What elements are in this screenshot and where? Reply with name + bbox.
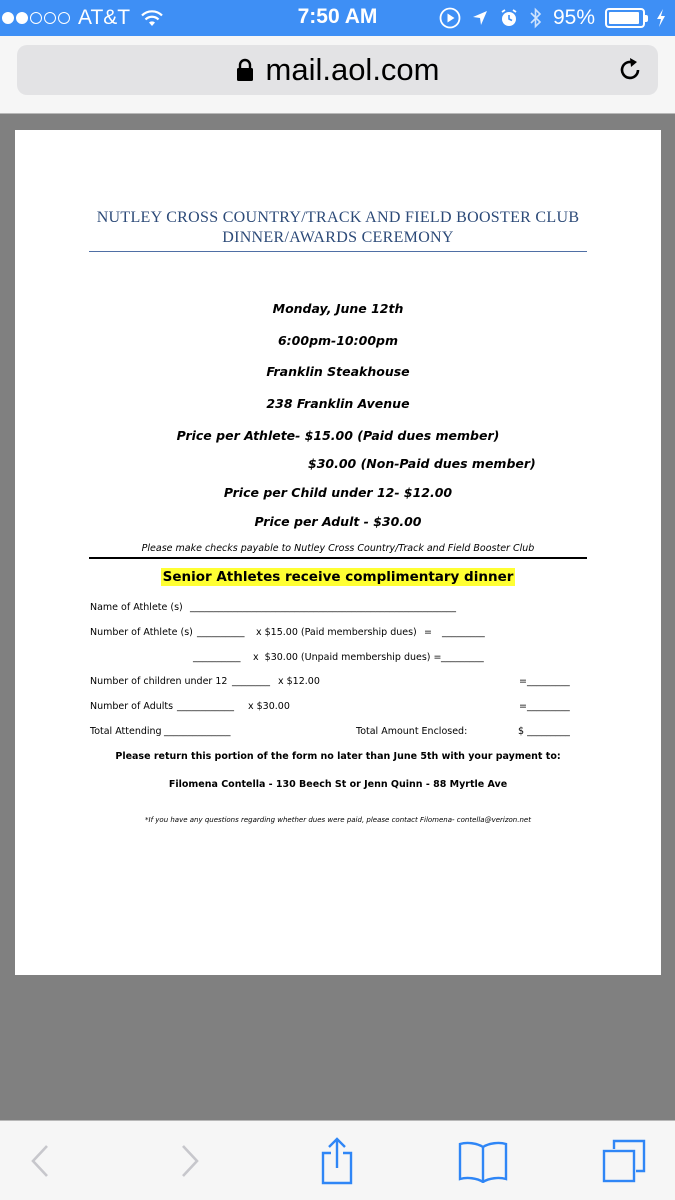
checks-payable-note: Please make checks payable to Nutley Cross Country/Track and Field Booster Club xyxy=(141,543,535,554)
senior-athletes-note: Senior Athletes receive complimentary dinner xyxy=(162,569,514,585)
event-venue: Franklin Steakhouse xyxy=(266,364,410,379)
battery-icon xyxy=(605,8,645,28)
title-line-2: DINNER/AWARDS CEREMONY xyxy=(222,229,454,246)
bluetooth-icon xyxy=(529,7,543,29)
adults-price: x $30.00 xyxy=(248,701,290,712)
children-count-label: Number of children under 12 xyxy=(90,676,228,687)
browser-address-area xyxy=(0,36,675,114)
return-instructions: Please return this portion of the form no later than June 5th with your payment to: xyxy=(115,751,561,762)
bookmarks-book-icon xyxy=(457,1139,509,1183)
athlete-paid-amount-blank: _________ xyxy=(442,627,485,638)
share-icon xyxy=(317,1135,357,1187)
dues-question-footnote: *If you have any questions regarding whether dues were paid, please contact Filomena- contella@verizon.net xyxy=(145,816,531,824)
event-address: 238 Franklin Avenue xyxy=(266,396,410,411)
total-enclosed-blank: $ _________ xyxy=(518,726,570,737)
event-date: Monday, June 12th xyxy=(272,301,404,316)
athlete-unpaid-price: x $30.00 (Unpaid membership dues) = xyxy=(253,652,442,663)
charging-bolt-icon xyxy=(655,8,667,28)
location-arrow-icon xyxy=(471,9,489,27)
total-attending-blank: ______________ xyxy=(164,726,231,737)
price-athlete: Price per Athlete- $15.00 (Paid dues member) xyxy=(176,428,500,443)
back-button[interactable] xyxy=(20,1121,60,1200)
adults-count-blank: ____________ xyxy=(177,701,234,712)
address-bar[interactable] xyxy=(17,45,658,95)
athlete-unpaid-amount-blank: _________ xyxy=(441,652,484,663)
alarm-clock-icon xyxy=(499,8,519,28)
reload-icon[interactable] xyxy=(616,56,644,84)
event-time: 6:00pm-10:00pm xyxy=(277,333,398,348)
tabs-button[interactable] xyxy=(598,1121,650,1200)
price-athlete-nonpaid: $30.00 (Non-Paid dues member) xyxy=(308,456,536,471)
athlete-count-label: Number of Athlete (s) xyxy=(90,627,193,638)
children-count-blank: ________ xyxy=(232,676,270,687)
url-text: mail.aol.com xyxy=(265,52,440,87)
carrier-name: AT&T xyxy=(78,6,131,29)
bookmarks-button[interactable] xyxy=(455,1121,511,1200)
adults-count-label: Number of Adults xyxy=(90,701,174,712)
return-addresses: Filomena Contella - 130 Beech St or Jenn Quinn - 88 Myrtle Ave xyxy=(168,779,508,790)
price-child: Price per Child under 12- $12.00 xyxy=(223,485,453,500)
tabs-icon xyxy=(600,1137,648,1185)
section-divider xyxy=(89,557,587,559)
price-adult: Price per Adult - $30.00 xyxy=(254,514,422,529)
back-chevron-icon xyxy=(29,1143,51,1179)
athlete-unpaid-count-blank: __________ xyxy=(193,652,241,663)
forward-button[interactable] xyxy=(170,1121,210,1200)
status-right xyxy=(439,6,667,30)
share-button[interactable] xyxy=(312,1121,362,1200)
lock-icon xyxy=(236,58,254,82)
athlete-count-blank: __________ xyxy=(197,627,245,638)
senior-note-wrap xyxy=(15,568,661,586)
title-divider xyxy=(89,251,587,252)
athlete-name-blank: ________________________________________________________ xyxy=(190,602,456,613)
athlete-name-label: Name of Athlete (s) xyxy=(90,602,183,613)
clock: 7:50 AM xyxy=(297,5,378,28)
children-amount-blank: =_________ xyxy=(519,676,570,687)
children-price: x $12.00 xyxy=(278,676,320,687)
adults-amount-blank: =_________ xyxy=(519,701,570,712)
athlete-paid-price: x $15.00 (Paid membership dues) xyxy=(256,627,417,638)
battery-percent: 95% xyxy=(552,6,595,29)
pdf-document-page xyxy=(15,130,661,975)
safari-bottom-toolbar xyxy=(0,1120,675,1200)
status-bar xyxy=(0,0,675,36)
document-title xyxy=(15,208,661,248)
total-attending-label: Total Attending xyxy=(90,726,162,737)
title-line-1: NUTLEY CROSS COUNTRY/TRACK AND FIELD BOOSTER CLUB xyxy=(96,209,580,226)
screen-record-icon xyxy=(439,7,461,29)
athlete-paid-equals: = xyxy=(424,627,432,638)
forward-chevron-icon xyxy=(179,1143,201,1179)
total-enclosed-label: Total Amount Enclosed: xyxy=(356,726,468,737)
